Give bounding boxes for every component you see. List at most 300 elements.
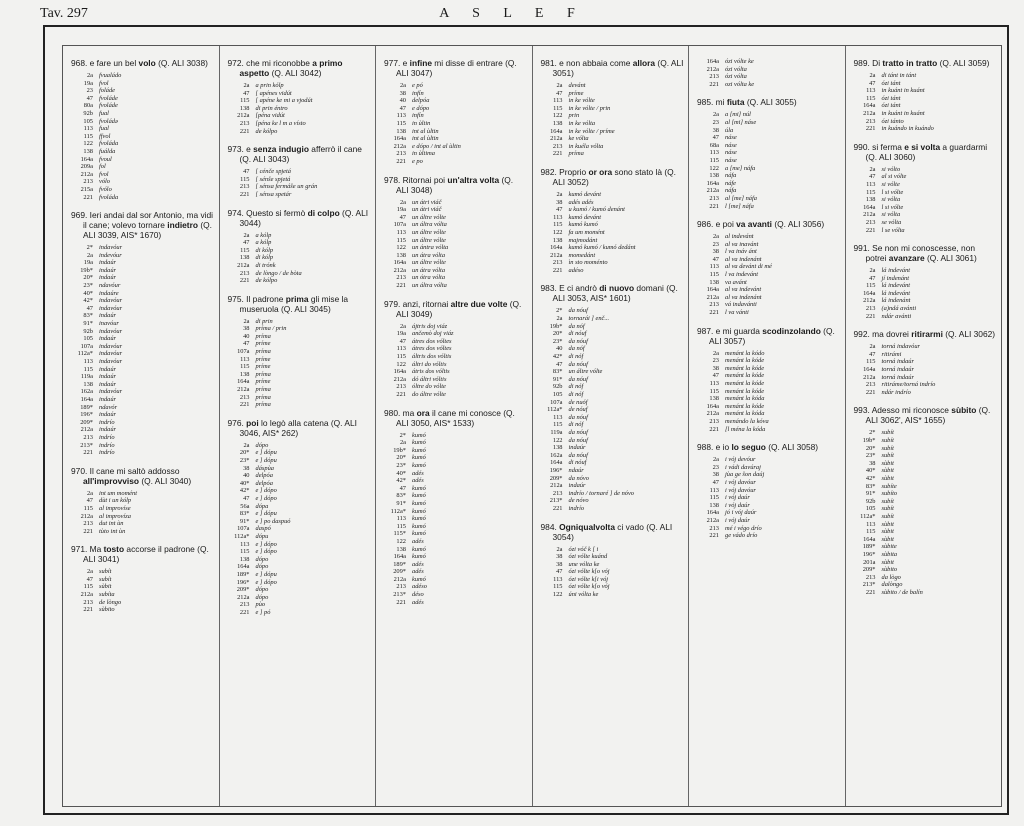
- survey-point: 38: [556, 198, 563, 206]
- headword: lo seguo: [731, 442, 766, 453]
- dialect-form: ózi tánt: [881, 94, 901, 102]
- entry-heading: [697, 97, 841, 107]
- survey-row: [541, 576, 685, 584]
- survey-point: 122: [552, 591, 563, 599]
- survey-row: [854, 181, 998, 189]
- survey-row: [384, 368, 528, 376]
- survey-point: 213: [865, 218, 876, 226]
- survey-point: 2a: [869, 165, 876, 173]
- survey-row: [384, 221, 528, 229]
- survey-point: 115: [83, 583, 93, 591]
- dialect-form: [péna ke l m a vísto: [255, 119, 306, 127]
- survey-row: [228, 262, 372, 270]
- survey-row: [541, 553, 685, 561]
- dialect-form: óltre do vólte: [412, 383, 446, 391]
- survey-row: [228, 601, 372, 609]
- entry-heading: [384, 299, 528, 319]
- dialect-form: va avánt: [725, 278, 747, 286]
- dialect-form: adéso: [412, 583, 427, 591]
- question-text: E ci andrò: [559, 283, 600, 294]
- survey-row: [71, 419, 215, 427]
- dialect-form: l si vólte: [881, 188, 904, 196]
- survey-point: 42*: [865, 474, 876, 482]
- dialect-form: príma: [255, 332, 271, 340]
- survey-point: 2*: [86, 244, 93, 252]
- dialect-form: ritirámi: [881, 350, 902, 358]
- dialect-form: kumó: [412, 439, 426, 447]
- survey-row: [541, 467, 685, 475]
- dialect-form: da nóuf: [568, 451, 588, 459]
- survey-point: 47: [86, 94, 93, 102]
- dialect-form: l va vánti: [725, 309, 749, 317]
- survey-row: [384, 492, 528, 500]
- survey-point: 2a: [86, 251, 93, 259]
- survey-point: 92b: [83, 109, 93, 117]
- survey-row: [854, 227, 998, 235]
- survey-row: [228, 401, 372, 409]
- survey-point: 113: [396, 345, 406, 353]
- survey-row: [71, 259, 215, 267]
- survey-point: 215a: [80, 185, 93, 193]
- dialect-form: [ apénes vidút: [255, 89, 292, 97]
- survey-row: [697, 357, 841, 365]
- survey-row: [384, 576, 528, 584]
- headword: ora: [416, 407, 430, 418]
- survey-row: [71, 95, 215, 103]
- survey-point: 213: [239, 601, 250, 609]
- survey-point: 213: [83, 520, 93, 528]
- entry-number: 971.: [71, 544, 88, 555]
- survey-row: [384, 361, 528, 369]
- survey-point: 2a: [243, 317, 250, 325]
- survey-point: 212a: [550, 482, 563, 490]
- dialect-form: kumó kumó / kumó dedánt: [568, 244, 636, 252]
- survey-point: 20*: [396, 454, 406, 462]
- dialect-form: vá indavánti: [725, 301, 757, 309]
- headword: avanzare: [888, 253, 925, 264]
- entry-number: 973.: [227, 144, 244, 155]
- survey-row: [71, 528, 215, 536]
- survey-point: 189*: [393, 560, 406, 568]
- survey-row: [697, 73, 841, 81]
- dialect-form: menánt la kóda: [725, 395, 765, 403]
- survey-point: 212a: [237, 261, 250, 269]
- entry-number: 976.: [227, 417, 244, 428]
- dialect-form: u kumó / kumó denánt: [568, 206, 625, 214]
- survey-point: 91*: [552, 375, 563, 383]
- dialect-form: un átri viáč: [412, 206, 442, 214]
- dialect-form: une vólta ke: [568, 560, 600, 568]
- survey-row: [71, 186, 215, 194]
- survey-point: 221: [552, 504, 563, 512]
- survey-row: [228, 609, 372, 617]
- survey-point: 115: [396, 353, 406, 361]
- survey-row: [697, 119, 841, 127]
- survey-point: 23: [86, 87, 93, 95]
- survey-row: [228, 232, 372, 240]
- dialect-form: ozi vólta ke: [725, 80, 755, 88]
- dialect-form: ózi vólta: [725, 65, 747, 73]
- dialect-form: dáspùa: [255, 464, 274, 472]
- dialect-form: náse: [725, 156, 737, 164]
- dialect-form: di prin: [255, 317, 273, 325]
- dialect-form: di trónk: [255, 261, 276, 269]
- survey-row: [71, 252, 215, 260]
- entry-number: 985.: [697, 97, 714, 108]
- question-text: lo legò alla catena: [258, 417, 329, 428]
- survey-point: 40: [243, 332, 250, 340]
- survey-point: 2a: [712, 233, 719, 241]
- survey-point: 19a: [396, 206, 406, 214]
- survey-row: [71, 350, 215, 358]
- survey-point: 47: [712, 372, 719, 380]
- survey-row: [854, 460, 998, 468]
- survey-row: [384, 135, 528, 143]
- question-text: Ieri andai dal sor Antonio, ma vidi il cane; volevo tornare: [83, 210, 214, 231]
- dialect-form: e ] dópo: [255, 487, 277, 495]
- dialect-form: indaúr: [568, 444, 586, 452]
- survey-point: 47: [399, 484, 406, 492]
- survey-point: 213: [552, 259, 563, 267]
- survey-point: 115: [553, 421, 563, 429]
- entry: [854, 329, 998, 396]
- dialect-form: sùbit: [99, 583, 112, 591]
- survey-point: 221: [865, 312, 876, 320]
- survey-point: 113: [396, 515, 406, 523]
- survey-row: [541, 475, 685, 483]
- survey-row: [228, 105, 372, 113]
- dialect-form: prin: [568, 112, 580, 120]
- survey-point: 115: [240, 548, 250, 556]
- dialect-form: indaúr: [99, 365, 117, 373]
- dialect-form: di nóf: [568, 391, 584, 398]
- dialect-form: déso: [412, 591, 424, 599]
- dialect-form: i vój daúr: [725, 501, 750, 509]
- dialect-form: átris dos vóltis: [412, 368, 450, 376]
- headword: sùbito: [951, 405, 977, 416]
- survey-point: 2a: [712, 111, 719, 119]
- survey-point: 212a: [706, 516, 719, 524]
- dialect-form: dópo: [255, 563, 269, 571]
- atlas-reference: (Q. ALI 3049): [396, 298, 522, 319]
- survey-point: 42*: [83, 297, 93, 305]
- survey-point: 47: [86, 497, 93, 505]
- survey-point: 164a: [80, 395, 93, 403]
- survey-point: 213: [396, 274, 406, 282]
- dialect-form: sùbit: [881, 528, 894, 536]
- dialect-form: príma: [255, 348, 271, 356]
- survey-point: 164a: [706, 58, 719, 65]
- survey-row: [854, 204, 998, 212]
- survey-point: 115: [83, 132, 93, 140]
- survey-point: 2a: [243, 82, 250, 89]
- survey-row: [71, 449, 215, 457]
- dialect-form: dut int ùn: [99, 520, 124, 528]
- survey-point: 213: [83, 178, 93, 186]
- dialect-form: da nóuf: [568, 413, 588, 421]
- entry-heading: [228, 294, 372, 314]
- headword: ritirarmi: [911, 329, 943, 340]
- survey-row: [228, 541, 372, 549]
- survey-row: [697, 58, 841, 66]
- survey-row: [541, 221, 685, 229]
- survey-point: 47: [712, 134, 719, 142]
- survey-point: 83*: [83, 312, 93, 320]
- headword: scodinzolando: [762, 325, 821, 336]
- dialect-form: kumó: [412, 499, 426, 507]
- dialect-form: indaúre: [99, 289, 119, 297]
- survey-row: [228, 254, 372, 262]
- survey-row: [697, 111, 841, 119]
- dialect-form: [ cénče spjetá: [255, 168, 291, 176]
- survey-row: [384, 538, 528, 546]
- dialect-form: daspó: [255, 525, 271, 533]
- survey-row: [71, 133, 215, 141]
- survey-point: 2*: [399, 431, 406, 439]
- survey-row: [384, 515, 528, 523]
- headword: tosto: [103, 544, 125, 555]
- survey-point: 138: [552, 444, 563, 452]
- dialect-form: de nóuf: [568, 406, 588, 414]
- dialect-form: ózi vólta: [725, 73, 747, 81]
- survey-point: 189*: [80, 403, 93, 411]
- survey-row: [71, 244, 215, 252]
- survey-point: 196*: [236, 578, 250, 586]
- survey-point: 20*: [239, 449, 250, 457]
- dialect-form: príme: [255, 363, 271, 371]
- survey-point: 164a: [393, 259, 406, 267]
- dialect-form: príme: [255, 340, 271, 348]
- survey-row: [854, 305, 998, 313]
- question-text: Ritornai poi: [402, 174, 448, 185]
- survey-row: [697, 286, 841, 294]
- survey-point: 221: [396, 282, 406, 290]
- dialect-form: (a)ndá avánti: [881, 305, 917, 313]
- entry-heading: [854, 405, 998, 425]
- headword: poi: [246, 417, 259, 428]
- survey-point: 47: [399, 213, 406, 221]
- survey-point: 38: [712, 364, 719, 372]
- survey-point: 212a: [863, 297, 876, 305]
- entry-number: 972.: [227, 58, 244, 68]
- survey-point: 164a: [863, 366, 876, 374]
- survey-row: [228, 563, 372, 571]
- dialect-form: e ] dópo: [255, 548, 277, 556]
- survey-row: [71, 118, 215, 126]
- atlas-reference: (Q. ALI 3045): [280, 303, 331, 314]
- survey-point: 119a: [80, 373, 93, 381]
- survey-point: 212a: [706, 293, 719, 301]
- question-text: Proprio: [559, 166, 589, 177]
- survey-row: [854, 445, 998, 453]
- survey-point: 164a: [550, 244, 563, 252]
- survey-row: [384, 376, 528, 384]
- dialect-form: fvoul: [99, 155, 112, 163]
- entry-number: 984.: [540, 521, 557, 532]
- dialect-form: subít: [881, 452, 894, 460]
- survey-row: [854, 521, 998, 529]
- column: [63, 46, 220, 806]
- survey-row: [228, 168, 372, 176]
- survey-row: [697, 172, 841, 180]
- survey-point: 107a: [393, 221, 406, 229]
- survey-row: [228, 394, 372, 402]
- survey-point: 105: [83, 335, 93, 343]
- headword: di colpo: [307, 207, 340, 218]
- survey-point: 115*: [393, 530, 406, 538]
- dialect-form: sùbit: [881, 535, 894, 543]
- dialect-form: sùbit: [881, 474, 894, 482]
- dialect-form: lá indevánt: [881, 267, 911, 275]
- entry-heading: [541, 283, 685, 303]
- survey-point: 115: [396, 522, 406, 530]
- survey-row: [228, 503, 372, 511]
- survey-point: 112a*: [77, 350, 93, 358]
- entry-number: 970.: [71, 465, 88, 476]
- survey-point: 213: [865, 305, 876, 313]
- survey-point: 213: [709, 301, 719, 309]
- survey-row: [384, 454, 528, 462]
- survey-row: [541, 399, 685, 407]
- survey-row: [697, 180, 841, 188]
- entry-number: 974.: [227, 207, 244, 218]
- survey-point: 115: [396, 119, 406, 127]
- question-text: gli mise la museruola: [239, 293, 349, 314]
- survey-row: [697, 479, 841, 487]
- survey-point: 212a: [863, 109, 876, 117]
- survey-row: [384, 105, 528, 113]
- survey-point: 164a: [863, 289, 876, 297]
- entry-number: 968.: [71, 58, 88, 68]
- survey-point: 209a: [80, 163, 93, 171]
- question-text: Ma: [89, 544, 104, 555]
- dialect-form: náse: [725, 141, 737, 149]
- dialect-form: átres dos vóltes: [412, 345, 452, 353]
- survey-row: [854, 196, 998, 204]
- dialect-form: al va inavánt: [725, 240, 759, 248]
- atlas-reference: (Q. ALI 3040): [141, 475, 192, 486]
- entry-heading: [71, 210, 215, 240]
- question-text: Questo si fermò: [246, 207, 308, 218]
- entry: [854, 58, 998, 133]
- survey-row: [71, 505, 215, 513]
- entry-heading: [384, 408, 528, 428]
- survey-row: [384, 90, 528, 98]
- dialect-form: al va devánt di mé: [725, 263, 772, 271]
- survey-row: [384, 383, 528, 391]
- survey-row: [71, 591, 215, 599]
- survey-row: [854, 543, 998, 551]
- dialect-form: ózi vólte kuánd: [568, 553, 608, 561]
- dialect-form: e ] pó: [255, 608, 271, 616]
- entry-heading: [228, 208, 372, 228]
- dialect-form: fvoláde: [99, 102, 118, 110]
- dialect-form: delpóa: [255, 472, 273, 480]
- survey-point: 113: [396, 112, 406, 120]
- dialect-form: se vólta: [881, 218, 902, 226]
- survey-row: [541, 267, 685, 275]
- survey-point: 92b: [83, 327, 93, 335]
- survey-point: 115: [553, 583, 563, 591]
- survey-point: 212a: [80, 426, 93, 434]
- dialect-form: sùbito: [881, 566, 898, 574]
- dialect-form: un áltre vólte: [412, 259, 446, 267]
- survey-point: 23*: [552, 337, 563, 345]
- survey-row: [697, 195, 841, 203]
- atlas-reference: (Q. ALI 3058): [768, 442, 819, 453]
- survey-row: [697, 395, 841, 403]
- dialect-form: e po: [412, 157, 423, 165]
- survey-point: 115: [83, 365, 93, 373]
- survey-point: 2a: [556, 190, 563, 198]
- dialect-form: indrío: [568, 504, 585, 512]
- dialect-form: menánt la kóde: [725, 372, 765, 380]
- survey-point: 122: [83, 140, 93, 148]
- headword: va avanti: [736, 219, 772, 230]
- survey-row: [228, 112, 372, 120]
- survey-row: [71, 282, 215, 290]
- survey-point: 47: [556, 360, 563, 368]
- entry: [228, 144, 372, 198]
- survey-point: 68a: [709, 141, 719, 149]
- column: [846, 46, 1002, 806]
- survey-row: [854, 528, 998, 536]
- question-text: e io: [715, 442, 732, 453]
- survey-point: 212a: [393, 375, 406, 383]
- survey-row: [854, 505, 998, 513]
- survey-point: 213*: [549, 497, 563, 505]
- atlas-reference: (Q. ALI 3061): [926, 253, 977, 264]
- survey-row: [697, 165, 841, 173]
- survey-row: [541, 199, 685, 207]
- survey-row: [697, 301, 841, 309]
- survey-row: [71, 411, 215, 419]
- dialect-form: príme: [255, 355, 271, 363]
- survey-row: [228, 548, 372, 556]
- survey-point: 221: [239, 401, 250, 409]
- question-text: mi disse di entrare: [431, 58, 503, 68]
- survey-point: 2a: [86, 489, 93, 497]
- survey-point: 56a: [240, 502, 250, 510]
- survey-row: [228, 176, 372, 184]
- survey-point: 2*: [556, 307, 563, 315]
- dialect-form: indaúr: [99, 312, 117, 320]
- atlas-reference: (Q. ALI 3050, AIS* 1533): [396, 407, 515, 428]
- survey-row: [541, 490, 685, 498]
- entry: [228, 208, 372, 285]
- survey-row: [71, 388, 215, 396]
- survey-row: [541, 135, 685, 143]
- survey-point: 122: [396, 537, 406, 545]
- survey-point: 209*: [236, 586, 250, 594]
- survey-point: 213: [552, 489, 563, 497]
- survey-point: 20*: [865, 444, 876, 452]
- survey-point: 138: [865, 196, 876, 204]
- survey-row: [854, 513, 998, 521]
- dialect-form: subíto: [881, 490, 898, 498]
- dialect-form: subít: [881, 512, 894, 520]
- survey-point: 40*: [865, 467, 876, 475]
- survey-row: [228, 457, 372, 465]
- survey-point: 138: [239, 555, 250, 563]
- dialect-form: devánt: [568, 82, 586, 89]
- survey-point: 91*: [865, 490, 876, 498]
- dialect-form: tornarái ] enč...: [568, 315, 610, 323]
- dialect-form: indavóur: [99, 327, 123, 335]
- survey-point: 2a: [243, 231, 250, 239]
- survey-point: 164a: [237, 378, 250, 386]
- dialect-form: indaúr: [99, 373, 117, 381]
